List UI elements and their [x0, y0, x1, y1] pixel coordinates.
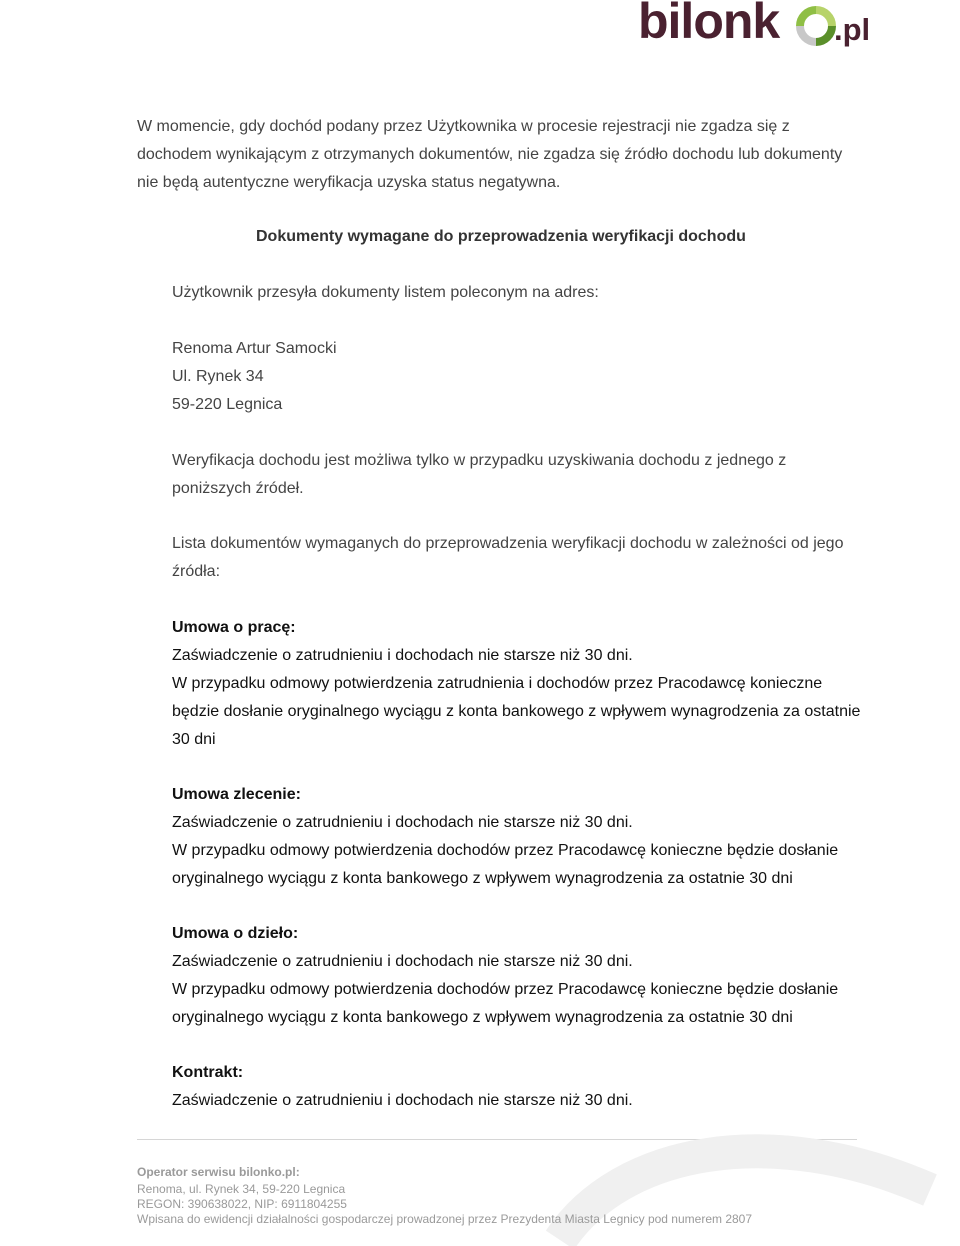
section-line: W przypadku odmowy potwierdzenia zatrudnienia i dochodów przez Pracodawcę konieczne	[172, 675, 823, 692]
verification-note: Weryfikacja dochodu jest możliwa tylko w przypadku uzyskiwania dochodu z jednego z	[172, 452, 787, 469]
address-line: Renoma Artur Samocki	[172, 340, 337, 357]
footer-operator-title: Operator serwisu bilonko.pl:	[137, 1165, 300, 1179]
section-title: Kontrakt:	[172, 1064, 244, 1081]
section-line: 30 dni	[172, 731, 216, 748]
section-line: Zaświadczenie o zatrudnieniu i dochodach nie starsze niż 30 dni.	[172, 1092, 633, 1109]
footer-watermark-arc	[540, 1130, 940, 1246]
section-heading: Dokumenty wymagane do przeprowadzenia weryfikacji dochodu	[256, 228, 746, 245]
list-intro: Lista dokumentów wymaganych do przeprowadzenia weryfikacji dochodu w zależności od jego	[172, 535, 844, 552]
section-line: W przypadku odmowy potwierdzenia dochodów przez Pracodawcę konieczne będzie dosłanie	[172, 842, 839, 859]
section-title: Umowa zlecenie:	[172, 786, 301, 803]
section-line: oryginalnego wyciągu z konta bankowego z wpływem wynagrodzenia za ostatnie 30 dni	[172, 870, 793, 887]
footer-line: Renoma, ul. Rynek 34, 59-220 Legnica	[137, 1182, 346, 1196]
logo-wordmark: bilonk	[638, 0, 780, 49]
list-intro: źródła:	[172, 563, 221, 580]
section-line: oryginalnego wyciągu z konta bankowego z wpływem wynagrodzenia za ostatnie 30 dni	[172, 1009, 793, 1026]
section-line: Zaświadczenie o zatrudnieniu i dochodach nie starsze niż 30 dni.	[172, 953, 633, 970]
bilonko-logo	[638, 2, 870, 58]
send-instruction: Użytkownik przesyła dokumenty listem poleconym na adres:	[172, 284, 599, 301]
logo-o-ring-icon	[796, 6, 836, 46]
section-title: Umowa o pracę:	[172, 619, 296, 636]
address-line: 59-220 Legnica	[172, 396, 283, 413]
footer-line: Wpisana do ewidencji działalności gospodarczej prowadzonej przez Prezydenta Miasta Legnicy pod numerem 2807	[137, 1212, 753, 1226]
section-line: będzie dosłanie oryginalnego wyciągu z konta bankowego z wpływem wynagrodzenia za ostatnie	[172, 703, 861, 720]
footer-line: REGON: 390638022, NIP: 6911804255	[137, 1197, 347, 1211]
logo-domain: .pl	[834, 12, 871, 47]
address-line: Ul. Rynek 34	[172, 368, 264, 385]
section-line: Zaświadczenie o zatrudnieniu i dochodach nie starsze niż 30 dni.	[172, 647, 633, 664]
section-line: W przypadku odmowy potwierdzenia dochodów przez Pracodawcę konieczne będzie dosłanie	[172, 981, 839, 998]
section-title: Umowa o dzieło:	[172, 925, 299, 942]
intro-paragraph: W momencie, gdy dochód podany przez Użytkownika w procesie rejestracji nie zgadza się z dochodem wynikającym z otrzymanych dokumentów, nie zgadza się źródło dochodu lub dokumenty nie będą autentyczne weryfikacja uzyska status negatywna.	[137, 118, 843, 191]
section-line: Zaświadczenie o zatrudnieniu i dochodach nie starsze niż 30 dni.	[172, 814, 633, 831]
verification-note: poniższych źródeł.	[172, 480, 304, 497]
